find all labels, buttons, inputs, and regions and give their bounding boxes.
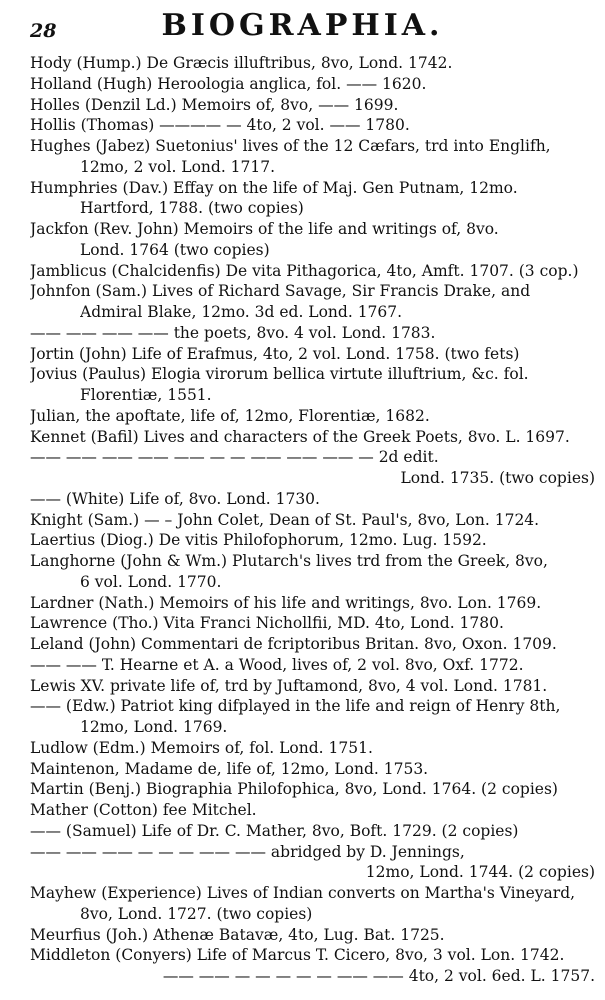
catalogue-entry-line: Lewis XV. private life of, trd by Juftamond, 8vo, 4 vol. Lond. 1781. — [30, 676, 548, 695]
catalogue-entry-line: —— —— T. Hearne et A. a Wood, lives of, 2 vol. 8vo, Oxf. 1772. — [30, 655, 524, 674]
catalogue-entry-line: Holland (Hugh) Heroologia anglica, fol. —— 1620. — [30, 74, 427, 93]
catalogue-entry-line: —— —— —— —— the poets, 8vo. 4 vol. Lond. 1783. — [30, 323, 436, 342]
catalogue-entry-line: Mayhew (Experience) Lives of Indian converts on Martha's Vineyard, — [30, 884, 576, 902]
catalogue-entry-line: —— (Edw.) Patriot king difplayed in the life and reign of Henry 8th, — [30, 697, 561, 716]
entry-continuation-line: Florentiæ, 1551. — [80, 386, 212, 404]
entry-continuation-line: 6 vol. Lond. 1770. — [80, 572, 222, 591]
catalogue-entry-line: Jackfon (Rev. John) Memoirs of the life and writings of, 8vo. — [30, 220, 499, 238]
page-header — [0, 6, 605, 46]
catalogue-entry-line: —— —— —— — — — —— —— abridged by D. Jennings, — [30, 842, 465, 861]
catalogue-entry-line: Leland (John) Commentari de fcriptoribus Britan. 8vo, Oxon. 1709. — [30, 635, 557, 653]
catalogue-entry-line: Middleton (Conyers) Life of Marcus T. Cicero, 8vo, 3 vol. Lon. 1742. — [30, 946, 565, 965]
catalogue-entry-line: —— (White) Life of, 8vo. Lond. 1730. — [30, 489, 320, 508]
catalogue-entry-line: Knight (Sam.) — – John Colet, Dean of St. Paul's, 8vo, Lon. 1724. — [30, 510, 540, 529]
catalogue-entry-line: Ludlow (Edm.) Memoirs of, fol. Lond. 1751. — [30, 738, 373, 757]
catalogue-entry-line: Meurfius (Joh.) Athenæ Batavæ, 4to, Lug. Bat. 1725. — [30, 925, 445, 944]
catalogue-entry-line: Holles (Denzil Ld.) Memoirs of, 8vo, —— 1699. — [30, 95, 399, 114]
catalogue-entry-line: —— —— —— —— —— — — —— —— —— — 2d edit. — [30, 448, 439, 467]
catalogue-entry-line: Jortin (John) Life of Erafmus, 4to, 2 vol. Lond. 1758. (two fets) — [30, 344, 520, 363]
catalogue-entry-line: Jovius (Paulus) Elogia virorum bellica virtute illuftrium, &c. fol. — [30, 365, 529, 384]
entry-continuation-line: Hartford, 1788. (two copies) — [80, 199, 304, 218]
catalogue-entry-line: Hollis (Thomas) ———— — 4to, 2 vol. —— 1780. — [30, 116, 410, 135]
running-title: BIOGRAPHIA. — [161, 8, 444, 43]
catalogue-entry-line: Lardner (Nath.) Memoirs of his life and writings, 8vo. Lon. 1769. — [30, 593, 542, 612]
catalogue-entry-line: Mather (Cotton) fee Mitchel. — [30, 801, 257, 819]
catalogue-entry-line: Kennet (Bafil) Lives and characters of the Greek Poets, 8vo. L. 1697. — [30, 427, 570, 446]
entry-continuation-line: 12mo, Lond. 1744. (2 copies) — [365, 863, 595, 882]
entry-continuation-line: 12mo, 2 vol. Lond. 1717. — [80, 157, 276, 176]
catalogue-entry-line: Maintenon, Madame de, life of, 12mo, Lond. 1753. — [30, 759, 429, 778]
catalogue-entry-line: Laertius (Diog.) De vitis Philofophorum, 12mo. Lug. 1592. — [30, 531, 487, 550]
entry-continuation-line: Admiral Blake, 12mo. 3d ed. Lond. 1767. — [80, 303, 403, 321]
catalogue-entry-line: Langhorne (John & Wm.) Plutarch's lives trd from the Greek, 8vo, — [30, 552, 548, 570]
entry-continuation-line: 12mo, Lond. 1769. — [80, 718, 228, 736]
catalogue-entry-line: Hughes (Jabez) Suetonius' lives of the 12 Cæfars, trd into Englifh, — [30, 137, 551, 155]
catalogue-entry-line: Martin (Benj.) Biographia Philofophica, 8vo, Lond. 1764. (2 copies) — [30, 780, 558, 799]
entry-continuation-line: 8vo, Lond. 1727. (two copies) — [80, 904, 313, 923]
catalogue-entry-line: Hody (Hump.) De Græcis illuftribus, 8vo, Lond. 1742. — [30, 54, 453, 72]
page-number: 28 — [30, 20, 57, 42]
entry-continuation-line: Lond. 1735. (two copies) — [400, 469, 595, 487]
entry-continuation-line: Lond. 1764 (two copies) — [80, 240, 270, 259]
catalogue-entry-line: Jamblicus (Chalcidenfis) De vita Pithagorica, 4to, Amft. 1707. (3 cop.) — [30, 261, 579, 280]
catalogue-entry-line: Humphries (Dav.) Effay on the life of Maj. Gen Putnam, 12mo. — [30, 178, 518, 197]
catalogue-entry-line: Julian, the apoftate, life of, 12mo, Florentiæ, 1682. — [30, 406, 430, 425]
entry-continuation-line: —— —— — — — — — —— —— 4to, 2 vol. 6ed. L. 1757. — [162, 967, 595, 985]
catalogue-entry-line: —— (Samuel) Life of Dr. C. Mather, 8vo, Boft. 1729. (2 copies) — [30, 821, 519, 840]
catalogue-entry-line: Lawrence (Tho.) Vita Franci Nichollfii, MD. 4to, Lond. 1780. — [30, 614, 504, 633]
catalogue-entry-line: Johnfon (Sam.) Lives of Richard Savage, Sir Francis Drake, and — [30, 282, 531, 301]
